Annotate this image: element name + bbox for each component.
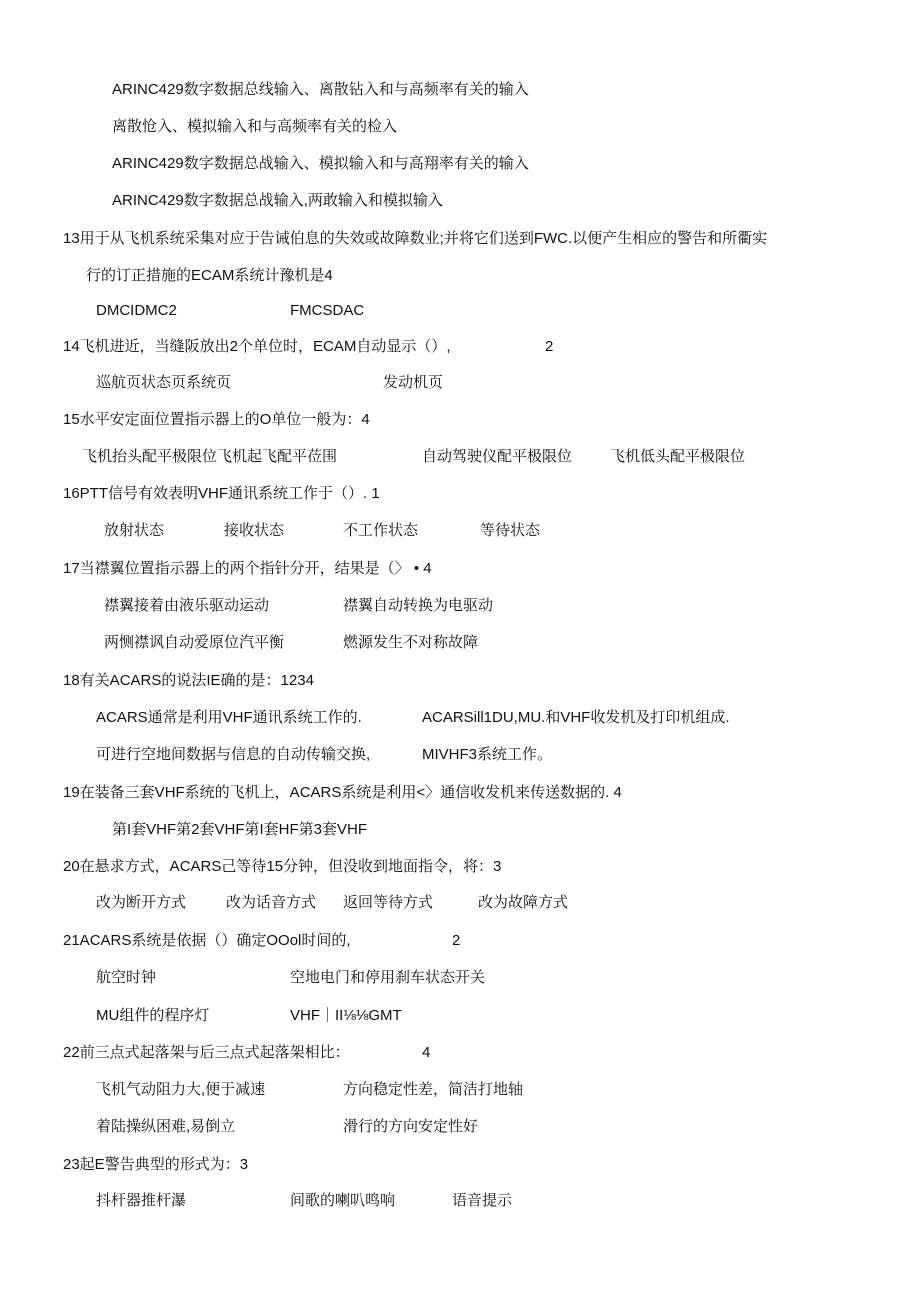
option-text: 空地电门和停用刹车状态开关: [290, 969, 486, 986]
question-20: 20在悬求方式，ACARS己等待15分钟，但没收到地面指令，将：3: [63, 858, 502, 875]
option-text: 飞机抬头配平极限位飞机起飞配平莅围: [82, 448, 338, 465]
option-text: MU组件的程序灯: [96, 1007, 210, 1024]
option-text: ARINC429数字数据总战输入,两敢输入和模拟输入: [112, 192, 443, 209]
option-text: 飞机气动阻力大,便于减速: [96, 1081, 266, 1098]
question-16: 16PTT信号有效表明VHF通讯系统工作于（）. 1: [63, 485, 380, 502]
question-18: 18有关ACARS的说法IE确的是：1234: [63, 672, 314, 689]
question-19: 19在装备三套VHF系统的飞机上，ACARS系统是利用<〉通信收发机来传送数据的. 4: [63, 784, 622, 801]
option-text: 改为故障方式: [478, 894, 569, 911]
option-text: 放射状态: [104, 522, 165, 539]
option-text: ACARSill1DU,MU.和VHF收发机及打印机组成.: [422, 709, 730, 726]
option-text: ACARS通常是利用VHF通讯系统工作的.: [96, 709, 362, 726]
question-21: 21ACARS系统是依据（）确定OOol时间的,: [63, 932, 351, 949]
option-text: 接收状态: [224, 522, 285, 539]
option-text: FMCSDAC: [290, 302, 365, 319]
question-23: 23起E警告典型的形式为：3: [63, 1156, 249, 1173]
question-17: 17当襟翼位置指示器上的两个指针分开，结果是（〉 • 4: [63, 560, 432, 577]
question-15: 15水平安定面位置指示器上的O单位一般为：4: [63, 411, 370, 428]
option-text: 飞机低头配平极限位: [610, 448, 746, 465]
answer-text: 2: [545, 338, 554, 355]
option-text: MIVHF3系统工作。: [422, 746, 553, 763]
option-text: 燃源发生不对称故障: [343, 634, 479, 651]
option-text: DMCIDMC2: [96, 302, 177, 319]
option-text: 着陆操纵困难,易倒立: [96, 1118, 236, 1135]
option-text: 襟翼接着由液乐驱动运动: [104, 597, 270, 614]
option-text: 航空时钟: [96, 969, 157, 986]
option-text: 离散怆入、模拟输入和与高频率有关的检入: [112, 118, 398, 135]
option-text: 抖杆器推杆瀑: [96, 1192, 187, 1209]
option-text: 滑行的方向安定性好: [343, 1118, 479, 1135]
option-text: 改为断开方式: [96, 894, 187, 911]
option-text: 返回等待方式: [343, 894, 434, 911]
answer-text: 4: [422, 1044, 431, 1061]
option-text: 间歌的喇叭鸣响: [290, 1192, 396, 1209]
option-text: 改为话音方式: [226, 894, 317, 911]
option-text: 襟翼自动转换为电驱动: [343, 597, 494, 614]
option-text: 等待状态: [480, 522, 541, 539]
question-13: 13用于从飞机系统采集对应于告诫伯息的失效或故障数业;并将它们送到FWC.以便产生相应的警告和所衢实: [63, 230, 768, 247]
option-text: ARINC429数字数据总战输入、模拟输入和与高翔率有关的输入: [112, 155, 529, 172]
option-text: 巡航页状态页系统页: [96, 374, 232, 391]
option-text: 发动机页: [383, 374, 444, 391]
option-text: ARINC429数字数据总线输入、离散钻入和与高频率有关的输入: [112, 81, 529, 98]
option-text: 自动驾驶仪配平极限位: [422, 448, 573, 465]
option-text: 两恻襟讽自动爱原位汽平衡: [104, 634, 285, 651]
option-text: 可进行空地间数据与信息的自动传输交换,: [96, 746, 371, 763]
question-13-cont: 行的订正措施的ECAM系统计豫机是4: [86, 267, 333, 284]
option-text: VHF｜II⅛⅛GMT: [290, 1007, 402, 1024]
question-22: 22前三点式起落架与后三点式起落架相比：: [63, 1044, 350, 1061]
question-14: 14飞机进近，当缝阪放出2个单位时，ECAM自动显示（）,: [63, 338, 451, 355]
option-text: 不工作状态: [343, 522, 419, 539]
option-text: 语音提示: [452, 1192, 513, 1209]
option-text: 方向稳定性差，简洁打地轴: [343, 1081, 524, 1098]
answer-text: 2: [452, 932, 461, 949]
option-text: 第I套VHF第2套VHF第I套HF第3套VHF: [112, 821, 368, 838]
